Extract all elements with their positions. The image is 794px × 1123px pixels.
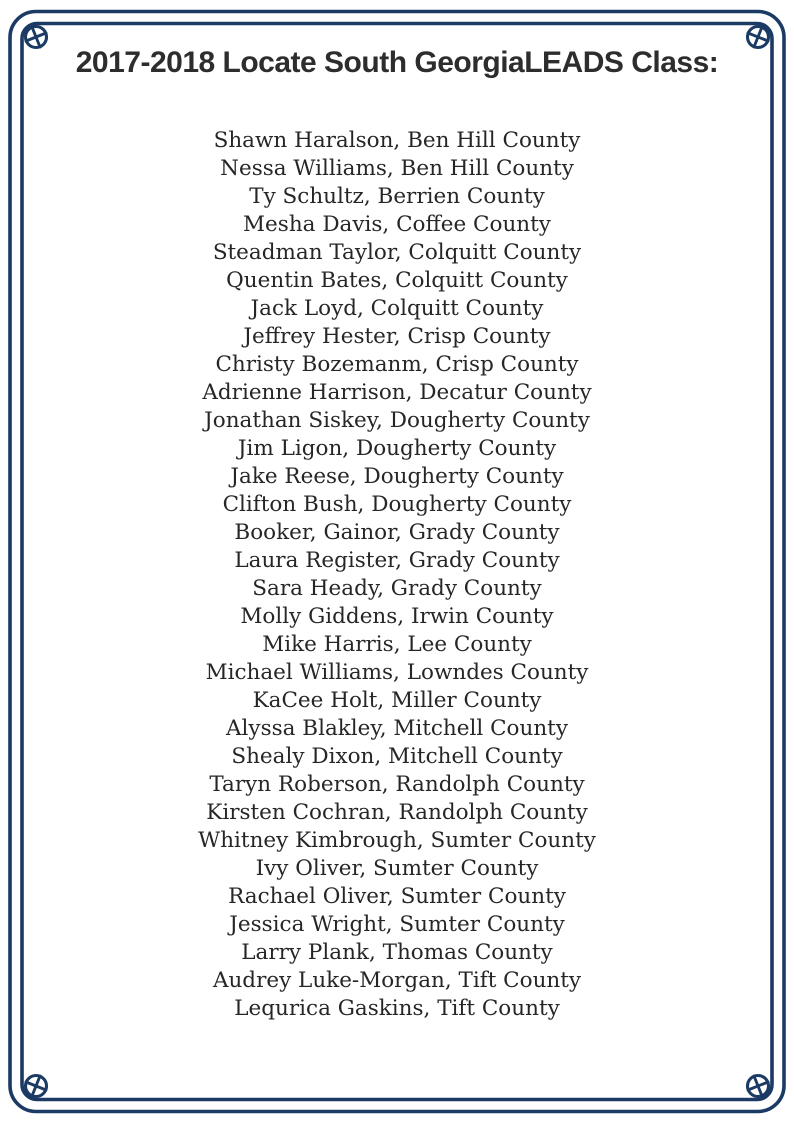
roster-entry: Mesha Davis, Coffee County: [243, 212, 551, 237]
roster-entry: Christy Bozemanm, Crisp County: [215, 352, 579, 377]
roster-entry: Ivy Oliver, Sumter County: [255, 856, 539, 881]
roster-entry: Shealy Dixon, Mitchell County: [231, 744, 563, 769]
roster-entry: Ty Schultz, Berrien County: [249, 184, 545, 209]
roster-entry: Alyssa Blakley, Mitchell County: [226, 716, 568, 741]
roster-entry: Kirsten Cochran, Randolph County: [206, 800, 588, 825]
roster-entry: Shawn Haralson, Ben Hill County: [213, 128, 581, 153]
roster-entry: Audrey Luke-Morgan, Tift County: [212, 968, 582, 993]
knot-top-left: [26, 27, 47, 48]
page-title: 2017-2018 Locate South GeorgiaLEADS Class:: [75, 46, 719, 79]
roster-entry: KaCee Holt, Miller County: [252, 688, 542, 713]
roster-entry: Whitney Kimbrough, Sumter County: [198, 828, 596, 853]
roster-entry: Nessa Williams, Ben Hill County: [220, 156, 574, 181]
knot-top-right: [748, 27, 769, 48]
roster-entry: Quentin Bates, Colquitt County: [226, 268, 568, 293]
roster-list: [0, 127, 794, 1023]
roster-entry: Jonathan Siskey, Dougherty County: [204, 408, 590, 433]
knot-bottom-right: [748, 1076, 769, 1097]
roster-entry: Jessica Wright, Sumter County: [229, 912, 565, 937]
roster-entry: Sara Heady, Grady County: [252, 576, 542, 601]
roster-entry: Jeffrey Hester, Crisp County: [243, 324, 551, 349]
roster-entry: Jim Ligon, Dougherty County: [237, 436, 557, 461]
roster-entry: Booker, Gainor, Grady County: [234, 520, 560, 545]
roster-entry: Molly Giddens, Irwin County: [240, 604, 554, 629]
roster-entry: Larry Plank, Thomas County: [241, 940, 553, 965]
roster-entry: Michael Williams, Lowndes County: [205, 660, 589, 685]
roster-entry: Laura Register, Grady County: [234, 548, 560, 573]
roster-entry: Jack Loyd, Colquitt County: [250, 296, 544, 321]
roster-entry: Lequrica Gaskins, Tift County: [234, 996, 560, 1021]
roster-entry: Steadman Taylor, Colquitt County: [212, 240, 582, 265]
roster-entry: Clifton Bush, Dougherty County: [222, 492, 572, 517]
roster-entry: Rachael Oliver, Sumter County: [228, 884, 566, 909]
roster-entry: Jake Reese, Dougherty County: [230, 464, 564, 489]
roster-entry: Mike Harris, Lee County: [262, 632, 532, 657]
roster-entry: Adrienne Harrison, Decatur County: [202, 380, 592, 405]
knot-bottom-left: [26, 1076, 47, 1097]
roster-entry: Taryn Roberson, Randolph County: [209, 772, 585, 797]
